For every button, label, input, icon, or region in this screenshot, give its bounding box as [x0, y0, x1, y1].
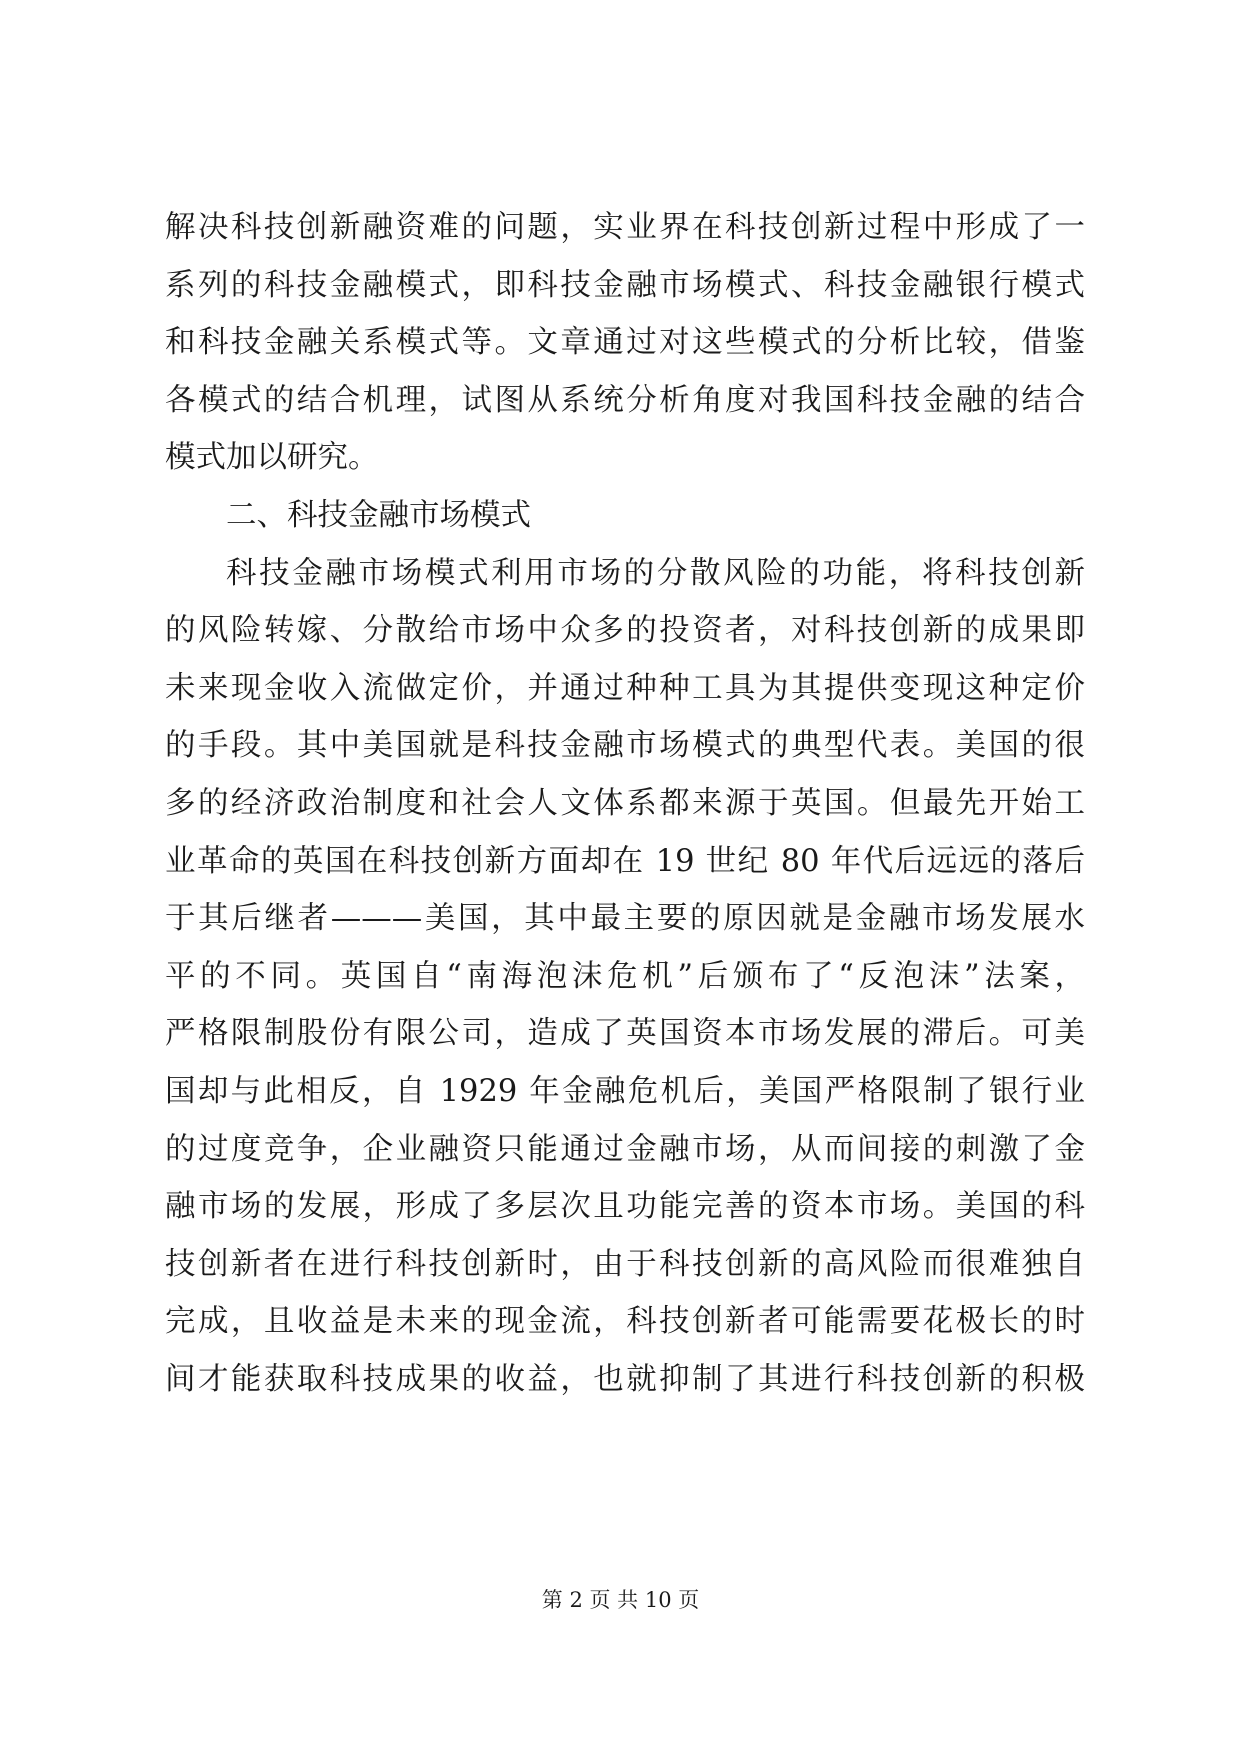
paragraph-line: 的过度竞争，企业融资只能通过金融市场，从而间接的刺激了金 — [165, 1131, 1085, 1167]
paragraph-line: 系列的科技金融模式，即科技金融市场模式、科技金融银行模式 — [165, 267, 1085, 303]
paragraph-line: 的手段。其中美国就是科技金融市场模式的典型代表。美国的很 — [165, 728, 1085, 764]
paragraph-line: 解决科技创新融资难的问题，实业界在科技创新过程中形成了一 — [165, 210, 1085, 245]
paragraph-line: 未来现金收入流做定价，并通过种种工具为其提供变现这种定价 — [165, 670, 1085, 706]
paragraph-line: 模式加以研究。 — [165, 440, 379, 476]
paragraph-line: 国却与此相反，自 1929 年金融危机后，美国严格限制了银行业 — [165, 1073, 1085, 1109]
paragraph-line: 完成，且收益是未来的现金流，科技创新者可能需要花极长的时 — [165, 1304, 1085, 1340]
paragraph-line: 技创新者在进行科技创新时，由于科技创新的高风险而很难独自 — [165, 1246, 1085, 1282]
section-heading: 二、科技金融市场模式 — [226, 497, 531, 533]
paragraph-line: 融市场的发展，形成了多层次且功能完善的资本市场。美国的科 — [165, 1189, 1085, 1225]
page-footer: 第 2 页 共 10 页 — [541, 1588, 700, 1612]
paragraph-line: 于其后继者———美国，其中最主要的原因就是金融市场发展水 — [165, 901, 1085, 937]
paragraph-line: 科技金融市场模式利用市场的分散风险的功能，将科技创新 — [226, 555, 1085, 591]
document-body — [165, 199, 1085, 1408]
paragraph-line: 业革命的英国在科技创新方面却在 19 世纪 80 年代后远远的落后 — [165, 843, 1085, 879]
paragraph-line: 的风险转嫁、分散给市场中众多的投资者，对科技创新的成果即 — [165, 613, 1085, 649]
paragraph-line: 和科技金融关系模式等。文章通过对这些模式的分析比较，借鉴 — [165, 325, 1085, 361]
paragraph-line: 严格限制股份有限公司，造成了英国资本市场发展的滞后。可美 — [165, 1016, 1085, 1052]
paragraph-line: 多的经济政治制度和社会人文体系都来源于英国。但最先开始工 — [165, 785, 1085, 821]
paragraph-line: 平的不同。英国自“南海泡沫危机”后颁布了“反泡沫”法案， — [165, 958, 1085, 994]
paragraph-line: 间才能获取科技成果的收益，也就抑制了其进行科技创新的积极 — [165, 1361, 1085, 1397]
paragraph-line: 各模式的结合机理，试图从系统分析角度对我国科技金融的结合 — [165, 382, 1085, 418]
